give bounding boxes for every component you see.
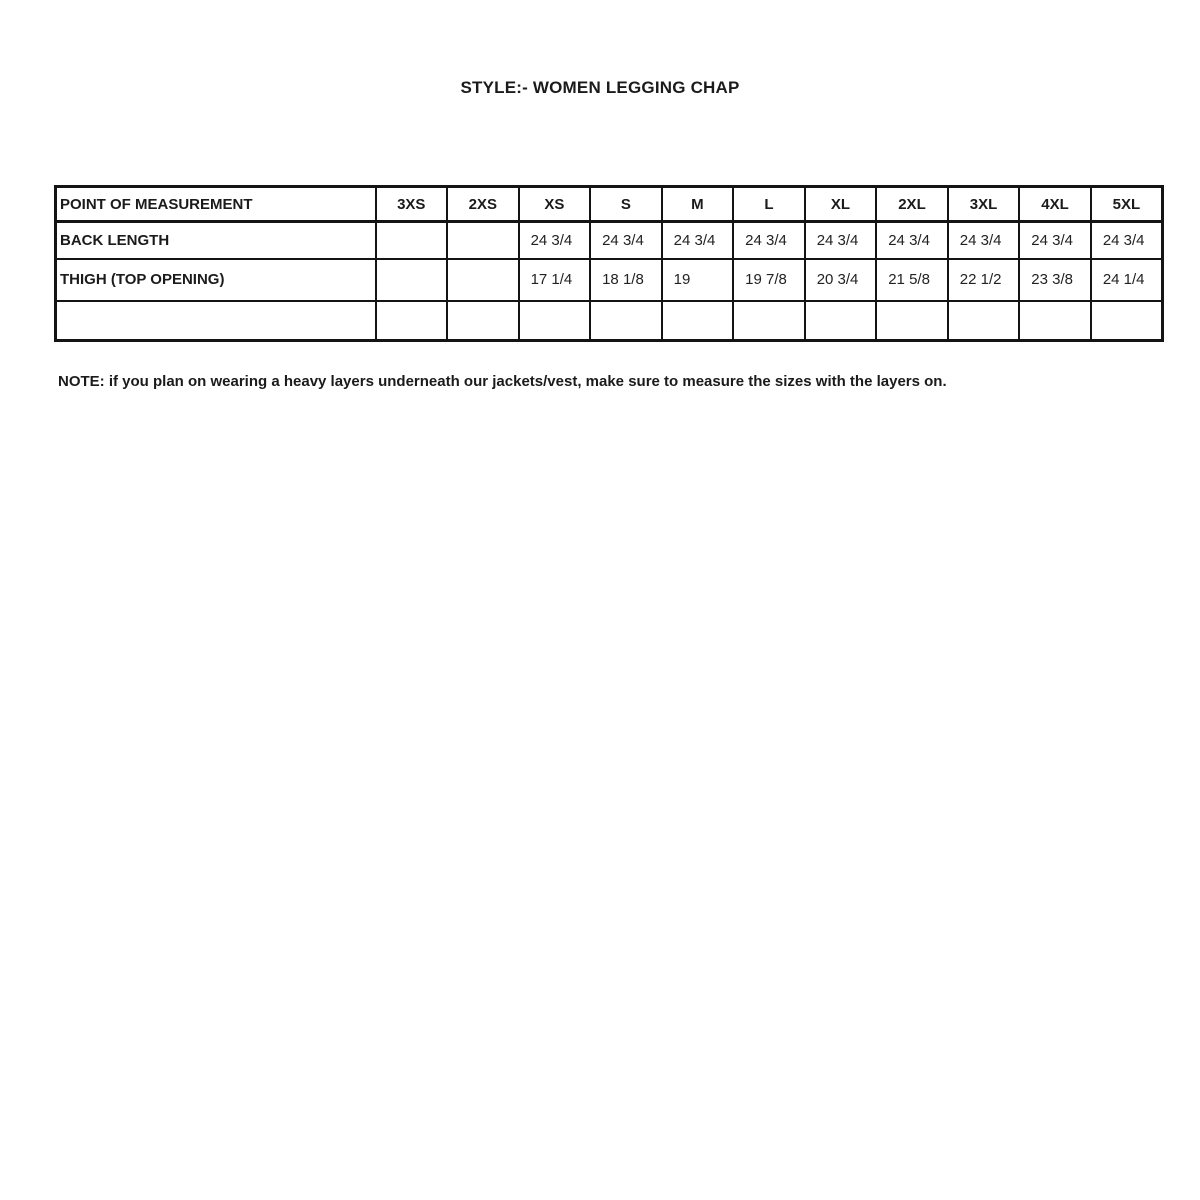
size-value-cell: 20 3/4 bbox=[805, 259, 877, 301]
size-value-cell: 23 3/8 bbox=[1019, 259, 1091, 301]
note-text: NOTE: if you plan on wearing a heavy layers underneath our jackets/vest, make sure to measure the sizes with the layers on. bbox=[58, 373, 947, 390]
column-header-size: 2XS bbox=[447, 187, 519, 222]
size-value-cell: 22 1/2 bbox=[948, 259, 1020, 301]
size-value-cell: 19 7/8 bbox=[733, 259, 805, 301]
column-header-size: XS bbox=[519, 187, 591, 222]
column-header-size: 3XS bbox=[376, 187, 448, 222]
table-row bbox=[56, 259, 1163, 301]
column-header-size: XL bbox=[805, 187, 877, 222]
size-value-cell bbox=[376, 259, 448, 301]
size-value-cell bbox=[662, 301, 734, 341]
size-table-header bbox=[56, 187, 1163, 222]
column-header-size: S bbox=[590, 187, 662, 222]
size-table bbox=[54, 185, 1164, 342]
size-value-cell: 24 3/4 bbox=[876, 222, 948, 259]
size-value-cell: 24 3/4 bbox=[662, 222, 734, 259]
column-header-size: M bbox=[662, 187, 734, 222]
size-value-cell bbox=[590, 301, 662, 341]
size-value-cell bbox=[376, 301, 448, 341]
column-header-size: 3XL bbox=[948, 187, 1020, 222]
size-value-cell bbox=[948, 301, 1020, 341]
size-value-cell bbox=[805, 301, 877, 341]
size-value-cell bbox=[519, 301, 591, 341]
row-label: THIGH (TOP OPENING) bbox=[56, 259, 376, 301]
size-value-cell: 18 1/8 bbox=[590, 259, 662, 301]
table-row bbox=[56, 222, 1163, 259]
column-header-size: 5XL bbox=[1091, 187, 1163, 222]
size-value-cell bbox=[1091, 301, 1163, 341]
size-value-cell bbox=[447, 259, 519, 301]
size-value-cell: 24 3/4 bbox=[519, 222, 591, 259]
column-header-size: 4XL bbox=[1019, 187, 1091, 222]
column-header-size: 2XL bbox=[876, 187, 948, 222]
size-value-cell: 24 3/4 bbox=[948, 222, 1020, 259]
size-value-cell: 24 3/4 bbox=[733, 222, 805, 259]
size-value-cell: 17 1/4 bbox=[519, 259, 591, 301]
size-value-cell: 24 3/4 bbox=[1091, 222, 1163, 259]
table-row bbox=[56, 301, 1163, 341]
page-title: STYLE:- WOMEN LEGGING CHAP bbox=[460, 78, 740, 97]
size-value-cell: 21 5/8 bbox=[876, 259, 948, 301]
row-label bbox=[56, 301, 376, 341]
size-value-cell bbox=[447, 301, 519, 341]
size-value-cell bbox=[733, 301, 805, 341]
column-header-size: L bbox=[733, 187, 805, 222]
size-value-cell: 24 1/4 bbox=[1091, 259, 1163, 301]
header-row bbox=[56, 187, 1163, 222]
row-label: BACK LENGTH bbox=[56, 222, 376, 259]
size-value-cell: 24 3/4 bbox=[805, 222, 877, 259]
size-value-cell bbox=[1019, 301, 1091, 341]
size-value-cell: 24 3/4 bbox=[590, 222, 662, 259]
size-value-cell: 19 bbox=[662, 259, 734, 301]
size-table-body bbox=[56, 222, 1163, 341]
column-header-measurement: POINT OF MEASUREMENT bbox=[56, 187, 376, 222]
size-value-cell bbox=[876, 301, 948, 341]
size-value-cell bbox=[376, 222, 448, 259]
size-value-cell bbox=[447, 222, 519, 259]
size-value-cell: 24 3/4 bbox=[1019, 222, 1091, 259]
